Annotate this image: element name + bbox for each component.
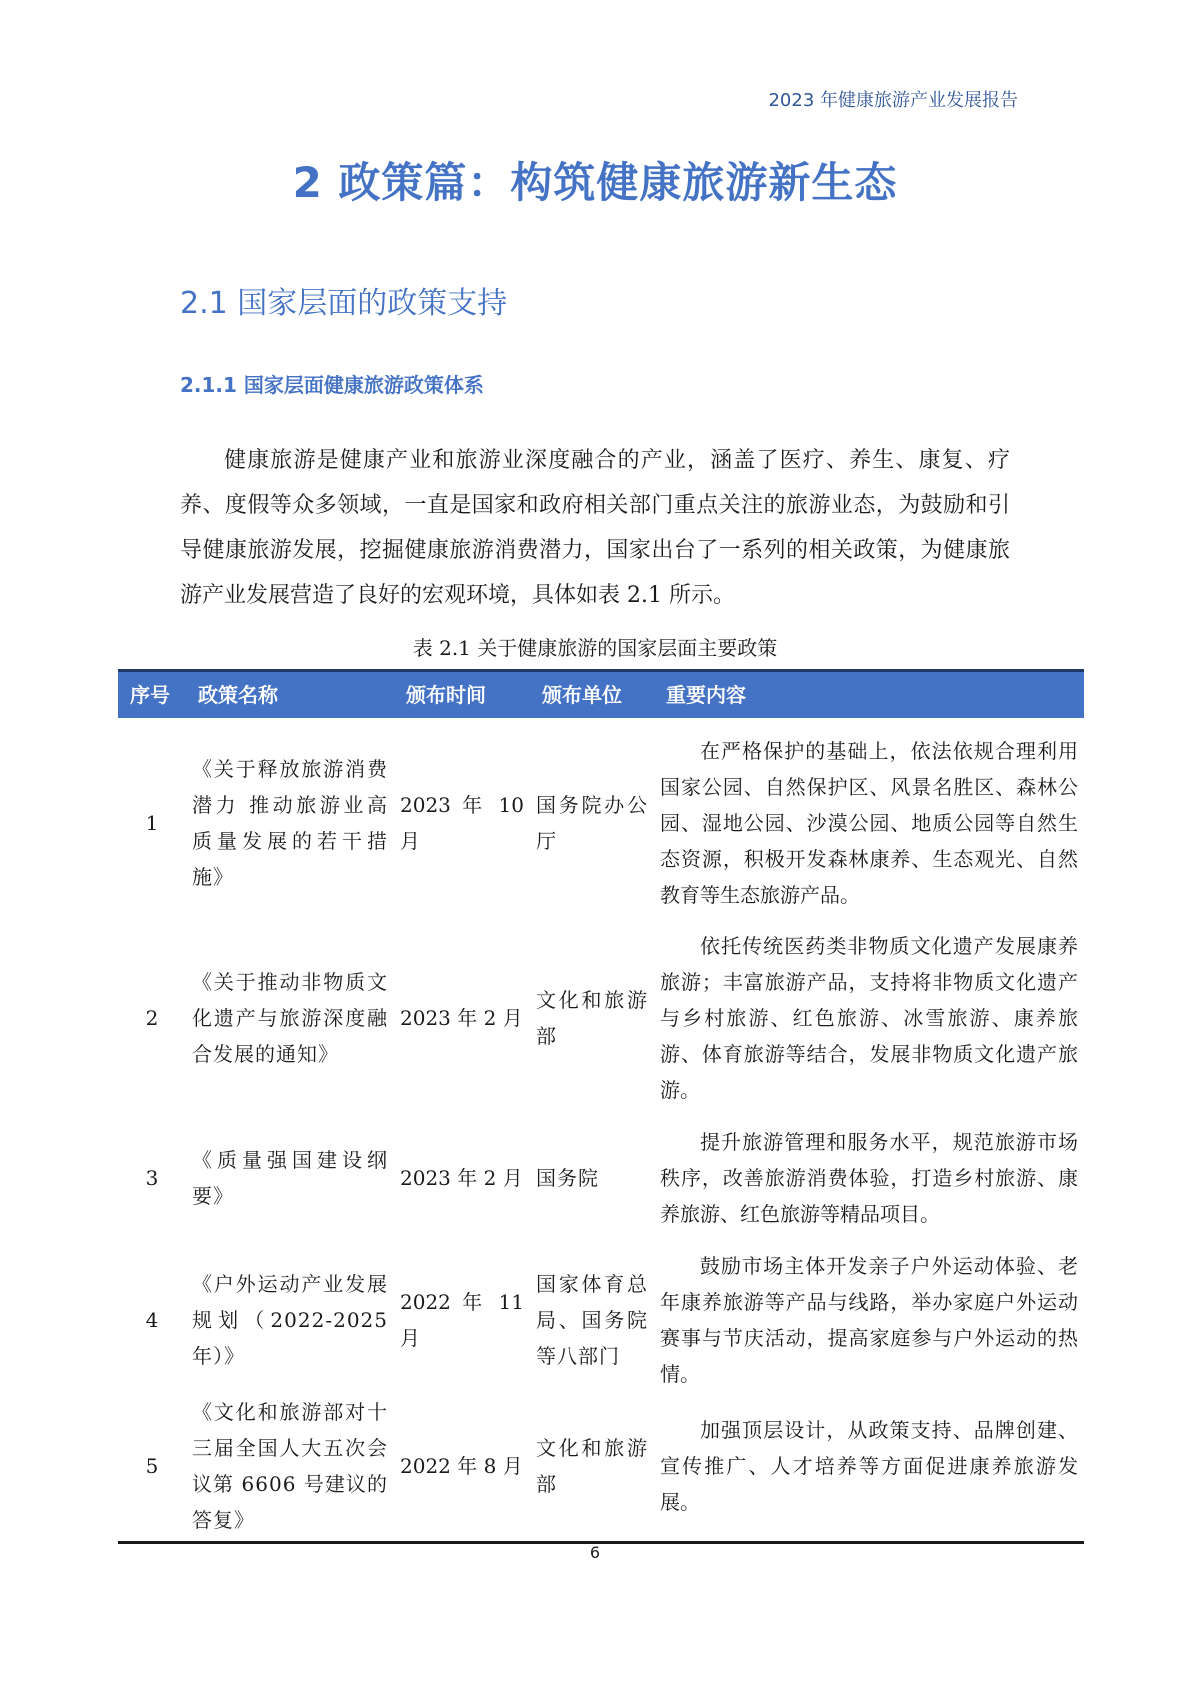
chapter-title: 2 政策篇：构筑健康旅游新生态 bbox=[292, 158, 898, 207]
policy-table bbox=[118, 669, 1084, 1544]
table-row bbox=[118, 1248, 1084, 1392]
header-org: 颁布单位 bbox=[530, 671, 654, 719]
intro-paragraph: 健康旅游是健康产业和旅游业深度融合的产业，涵盖了医疗、养生、康复、疗养、度假等众多领域，一直是国家和政府相关部门重点关注的旅游业态，为鼓励和引导健康旅游发展，挖掘健康旅游消费潜力，国家出台了一系列的相关政策，为健康旅游产业发展营造了良好的宏观环境，具体如表 2.1 所示。 bbox=[180, 448, 1010, 608]
cell-policy-name: 《关于推动非物质文化遗产与旅游深度融合发展的通知》 bbox=[192, 970, 388, 1066]
cell-policy-name: 《关于释放旅游消费潜力 推动旅游业高质量发展的若干措施》 bbox=[192, 757, 388, 889]
cell-policy-name: 《质量强国建设纲要》 bbox=[192, 1148, 388, 1208]
header-date: 颁布时间 bbox=[394, 671, 530, 719]
cell-content: 鼓励市场主体开发亲子户外运动体验、老年康养旅游等产品与线路，举办家庭户外运动赛事与节庆活动，提高家庭参与户外运动的热情。 bbox=[660, 1254, 1078, 1386]
header-content: 重要内容 bbox=[654, 671, 1084, 719]
cell-org: 国务院 bbox=[536, 1166, 599, 1190]
subsection-title: 2.1.1 国家层面健康旅游政策体系 bbox=[180, 373, 484, 397]
cell-date: 2022 年 8 月 bbox=[400, 1454, 523, 1479]
cell-date: 2022 年 11 月 bbox=[400, 1290, 524, 1350]
running-header: 2023 年健康旅游产业发展报告 bbox=[768, 90, 1018, 111]
cell-org: 国务院办公厅 bbox=[536, 793, 648, 853]
table-caption: 表 2.1 关于健康旅游的国家层面主要政策 bbox=[412, 636, 778, 660]
cell-no: 1 bbox=[145, 811, 159, 835]
cell-no: 3 bbox=[145, 1166, 159, 1190]
cell-org: 文化和旅游部 bbox=[536, 1436, 648, 1497]
page-number: 6 bbox=[589, 1543, 601, 1562]
policy-table-header bbox=[118, 671, 1084, 719]
table-row bbox=[118, 928, 1084, 1108]
cell-date: 2023 年 2 月 bbox=[400, 1006, 523, 1030]
header-name: 政策名称 bbox=[186, 671, 394, 719]
cell-org: 国家体育总局、国务院等八部门 bbox=[536, 1272, 648, 1368]
header-no: 序号 bbox=[118, 671, 186, 719]
cell-no: 2 bbox=[145, 1006, 159, 1030]
cell-date: 2023 年 2 月 bbox=[400, 1166, 523, 1190]
table-row bbox=[118, 1108, 1084, 1248]
cell-content: 加强顶层设计，从政策支持、品牌创建、宣传推广、人才培养等方面促进康养旅游发展。 bbox=[660, 1418, 1078, 1515]
cell-policy-name: 《户外运动产业发展规划（2022-2025 年）》 bbox=[192, 1272, 388, 1368]
cell-no: 4 bbox=[145, 1308, 159, 1332]
cell-org: 文化和旅游部 bbox=[536, 988, 648, 1048]
cell-content: 依托传统医药类非物质文化遗产发展康养旅游；丰富旅游产品，支持将非物质文化遗产与乡村旅游、红色旅游、冰雪旅游、康养旅游、体育旅游等结合，发展非物质文化遗产旅游。 bbox=[660, 934, 1078, 1102]
section-title: 2.1 国家层面的政策支持 bbox=[180, 286, 508, 321]
cell-date: 2023 年 10 月 bbox=[400, 793, 524, 853]
table-row bbox=[118, 1392, 1084, 1542]
table-row bbox=[118, 718, 1084, 928]
cell-policy-name: 《文化和旅游部对十三届全国人大五次会议第 6606 号建议的答复》 bbox=[192, 1400, 388, 1533]
cell-content: 在严格保护的基础上，依法依规合理利用国家公园、自然保护区、风景名胜区、森林公园、湿地公园、沙漠公园、地质公园等自然生态资源，积极开发森林康养、生态观光、自然教育等生态旅游产品。 bbox=[660, 739, 1078, 907]
cell-content: 提升旅游管理和服务水平，规范旅游市场秩序，改善旅游消费体验，打造乡村旅游、康养旅游、红色旅游等精品项目。 bbox=[660, 1130, 1078, 1226]
cell-no: 5 bbox=[145, 1454, 159, 1479]
